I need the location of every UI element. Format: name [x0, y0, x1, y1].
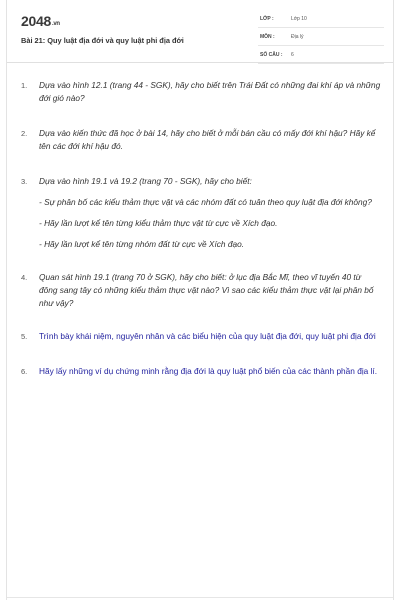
worksheet-page — [6, 0, 394, 600]
question-number: 6. — [21, 367, 28, 376]
question-item — [21, 330, 381, 343]
question-subitem: - Hãy lần lượt kể tên từng nhóm đất từ cực về Xích đạo. — [39, 239, 244, 249]
question-number: 5. — [21, 332, 28, 341]
question-number: 2. — [21, 129, 28, 138]
question-item — [21, 175, 381, 251]
question-item — [21, 127, 381, 153]
question-subitem: - Hãy lần lượt kể tên từng kiểu thảm thực vật từ cực về Xích đạo. — [39, 218, 278, 228]
question-item — [21, 271, 381, 310]
meta-row-subject — [258, 31, 384, 46]
question-text: Dựa vào kiến thức đã học ở bài 14, hãy cho biết ở mỗi bán cầu có mấy đới khí hậu? Hãy kể tên các đới khí hậu đó. — [39, 128, 376, 151]
meta-key: MÔN : — [260, 34, 275, 40]
question-text: Hãy lấy những ví dụ chứng minh rằng địa đới là quy luật phổ biến của các thành phần địa lí. — [39, 366, 378, 376]
meta-row-question-count — [258, 49, 384, 64]
question-text: Dựa vào hình 12.1 (trang 44 - SGK), hãy cho biết trên Trái Đất có những đai khí áp và những đới gió nào? — [39, 80, 381, 103]
lesson-title: Bài 21: Quy luật địa đới và quy luật phi địa đới — [21, 36, 184, 45]
question-text: Quan sát hình 19.1 (trang 70 ở SGK), hãy cho biết: ở lục địa Bắc Mĩ, theo vĩ tuyến 40 từ đông sang tây có những kiểu thảm thực vật nào? Vì sao các kiểu thảm thực vật lại phân bố như vậy? — [39, 272, 374, 308]
meta-value: 6 — [291, 52, 294, 58]
question-number: 3. — [21, 177, 28, 186]
question-text: Dựa vào hình 19.1 và 19.2 (trang 70 - SGK), hãy cho biết: — [39, 176, 252, 186]
logo-main-text: 2048 — [21, 13, 51, 29]
logo-tld-text: .vn — [51, 21, 60, 27]
meta-panel — [258, 13, 384, 67]
meta-key: SỐ CÂU : — [260, 52, 283, 58]
question-subitem: - Sự phân bố các kiểu thảm thực vật và các nhóm đất có tuân theo quy luật địa đới không? — [39, 197, 372, 207]
question-list — [21, 79, 381, 378]
question-number: 4. — [21, 273, 28, 282]
question-item — [21, 365, 381, 378]
question-item — [21, 79, 381, 105]
meta-value: Lớp 10 — [291, 16, 307, 22]
worksheet-header — [7, 0, 393, 63]
meta-row-class — [258, 13, 384, 28]
meta-key: LỚP : — [260, 16, 274, 22]
question-text: Trình bày khái niệm, nguyên nhân và các biểu hiện của quy luật địa đới, quy luật phi địa đới — [39, 331, 376, 341]
page-bottom-divider — [7, 597, 393, 598]
question-number: 1. — [21, 81, 28, 90]
site-logo[interactable] — [21, 13, 60, 29]
meta-value: Địa lý — [291, 34, 304, 40]
